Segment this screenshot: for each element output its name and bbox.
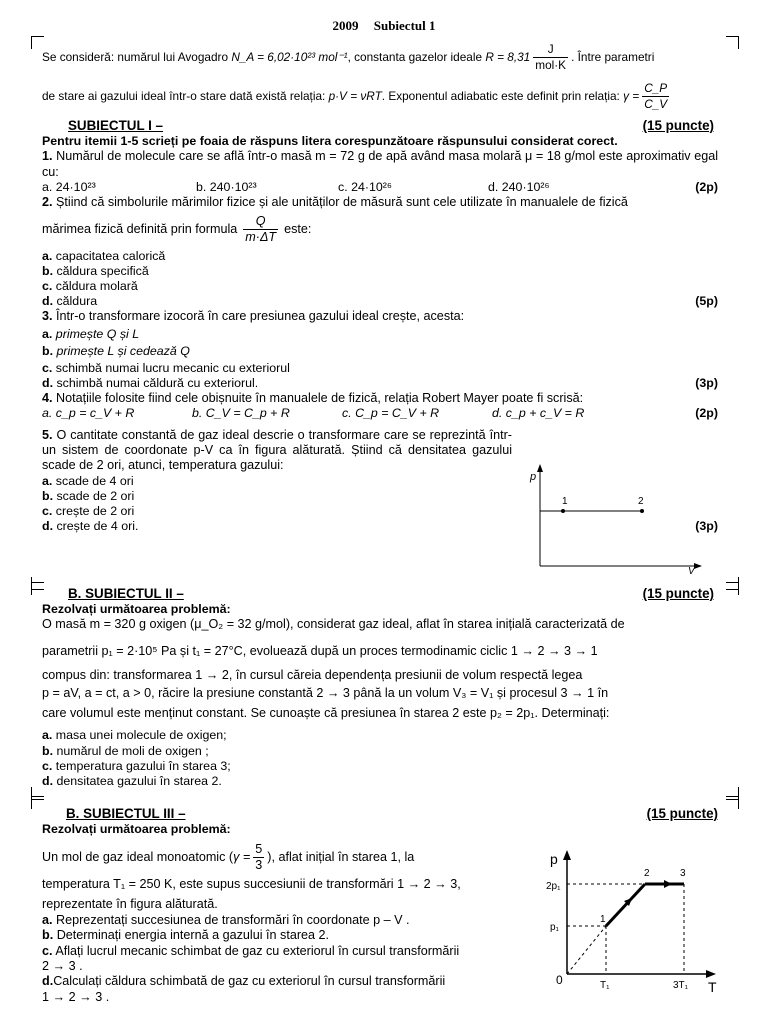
unit-fraction xyxy=(533,42,568,72)
task-text: Reprezentați succesiunea de transformări în coordonate p – V . xyxy=(56,912,410,927)
intro-text: Se consideră: numărul lui Avogadro xyxy=(42,49,229,64)
header-title: Subiectul 1 xyxy=(373,18,436,33)
answer-text: căldura molară xyxy=(55,278,138,293)
points: (2p) xyxy=(695,406,718,421)
question-text: Știind că simbolurile mărimilor fizice și ale unităților de măsură sunt cele utilizate în manualele de fizică xyxy=(56,195,628,210)
gas-constant: R = 8,31 xyxy=(485,49,531,64)
problem-text xyxy=(42,617,718,728)
section-points: (15 puncte) xyxy=(642,118,714,133)
fraction-numerator: C_P xyxy=(644,81,668,96)
state-point-1 xyxy=(561,509,565,513)
task-c: c. Aflați lucrul mecanic schimbat de gaz cu exteriorul în cursul transformării xyxy=(42,943,460,958)
fraction-denominator: mol·K xyxy=(535,57,567,72)
answer-c: c. căldura molară xyxy=(42,278,138,293)
task-b: b. Determinați energia internă a gazului în starea 2. xyxy=(42,928,330,943)
direction-arrow xyxy=(664,880,672,888)
intro-text: , constanta gazelor ideale xyxy=(347,49,483,64)
section-title: B. SUBIECTUL II – xyxy=(68,586,184,601)
points: (2p) xyxy=(695,180,718,195)
points: (3p) xyxy=(695,375,718,390)
intro xyxy=(42,38,728,116)
question-number: 1. xyxy=(42,149,53,164)
answers-row xyxy=(42,180,718,195)
section-title: SUBIECTUL I – xyxy=(68,118,163,133)
question-text: este: xyxy=(284,221,312,236)
question-number: 4. xyxy=(42,391,53,406)
task-a: a. Reprezentați succesiunea de transformări în coordonate p – V . xyxy=(42,912,410,927)
answer-b: b. căldura specifică xyxy=(42,263,149,278)
answer-b: b. primește L și cedează Q xyxy=(42,343,190,358)
state-label-1: 1 xyxy=(600,914,606,925)
points: (5p) xyxy=(695,294,718,309)
p1-tick-label: p₁ xyxy=(550,922,559,933)
answer-d: d. schimbă numai căldură cu exteriorul. (3p) xyxy=(42,375,718,390)
problem-line: p = aV, a = ct, a > 0, răcire la presiune constantă 2 → 3 până la un volum V₃ = V₁ și procesul 3 → 1 în xyxy=(42,686,609,701)
state-label-2: 2 xyxy=(638,496,644,507)
answer-text: scade de 2 ori xyxy=(56,488,135,503)
state-point-2 xyxy=(640,509,644,513)
y-axis-label: p xyxy=(550,851,558,867)
answer-text: schimbă numai lucru mecanic cu exteriorul xyxy=(55,360,290,375)
answer-c: c. crește de 2 ori xyxy=(42,503,135,518)
answer-a: a. primește Q și L xyxy=(42,326,140,341)
instructions: Rezolvați următoarea problemă: xyxy=(42,602,231,617)
answer-text: crește de 2 ori xyxy=(55,503,135,518)
2p1-tick-label: 2p₁ xyxy=(546,881,561,892)
task-text: densitatea gazului în starea 2. xyxy=(56,773,222,788)
task-text: Calculați căldura schimbată de gaz cu exteriorul în cursul transformării xyxy=(53,974,446,989)
answer-text: căldura specifică xyxy=(56,263,149,278)
answer-a: a. c_p = c_V + R xyxy=(42,406,135,421)
page-header xyxy=(0,18,768,34)
header-year: 2009 xyxy=(332,18,359,33)
formula-fraction xyxy=(243,214,278,246)
task-text: Determinați energia internă a gazului în starea 2. xyxy=(56,928,330,943)
section-points: (15 puncte) xyxy=(642,586,714,601)
task-a: a. masa unei molecule de oxigen; xyxy=(42,728,227,743)
fraction-denominator: C_V xyxy=(644,96,668,111)
x-axis-arrow xyxy=(706,970,716,978)
answer-d: d. căldura (5p) xyxy=(42,294,718,309)
t1-tick-label: T₁ xyxy=(600,980,610,991)
instructions: Rezolvați următoarea problemă: xyxy=(42,822,231,837)
section-1-heading xyxy=(42,118,718,134)
task-c: c. temperatura gazului în starea 3; xyxy=(42,758,231,773)
intro-text: . Între parametri xyxy=(571,49,655,64)
question-2 xyxy=(42,195,718,210)
task-text: numărul de moli de oxigen ; xyxy=(56,743,209,758)
answer-a: a. capacitatea calorică xyxy=(42,248,166,263)
problem-line: parametrii p₁ = 2·10⁵ Pa și t₁ = 27°C, evoluează după un proces termodinamic ciclic 1 → 2 → 3 → 1 xyxy=(42,644,598,659)
answer-text: crește de 4 ori. xyxy=(56,518,139,533)
y-axis-arrow xyxy=(537,464,543,472)
avogadro-constant: N_A = 6,02·10²³ mol⁻¹ xyxy=(231,49,348,64)
state-label-3: 3 xyxy=(680,868,686,879)
problem-line: care volumul este menținut constant. Se cunoaște că presiunea în starea 2 este p₂ = 2p₁. Determinați: xyxy=(42,706,610,721)
x-axis-label: T xyxy=(708,979,717,995)
answer-text: capacitatea calorică xyxy=(55,248,166,263)
fraction-numerator: 5 xyxy=(253,842,264,858)
x-axis-arrow xyxy=(694,563,702,569)
task-text: temperatura gazului în starea 3; xyxy=(55,758,231,773)
question-1 xyxy=(42,149,718,180)
question-5 xyxy=(42,428,512,474)
ideal-gas-relation: p·V = νRT xyxy=(328,88,382,103)
answer-c: c. schimbă numai lucru mecanic cu exteriorul xyxy=(42,360,290,375)
answer-text: primește Q și L xyxy=(55,326,140,341)
frame-corner xyxy=(726,796,739,809)
problem-line: temperatura T₁ = 250 K, este supus succesiunii de transformări 1 → 2 → 3, xyxy=(42,877,461,892)
task-c-cont: 2 → 3 . xyxy=(42,958,83,973)
intro-text: . Exponentul adiabatic este definit prin relația: xyxy=(381,88,620,103)
gamma-symbol: γ = xyxy=(623,88,640,103)
problem-line: O masă m = 320 g oxigen (μ_O₂ = 32 g/mol), considerat gaz ideal, aflat în starea inițială caracterizată de xyxy=(42,617,625,632)
question-4 xyxy=(42,391,718,406)
question-text: Numărul de molecule care se află într-o masă m = 72 g de apă având masa molară μ = 18 g/mol este aproximativ egal cu: xyxy=(42,149,719,179)
state-label-1: 1 xyxy=(562,496,568,507)
frame-corner xyxy=(726,582,739,595)
fraction-numerator: Q xyxy=(243,214,278,230)
question-number: 5. xyxy=(42,427,53,442)
question-2-formula xyxy=(42,211,718,249)
task-d-cont: 1 → 2 → 3 . xyxy=(42,989,110,1004)
fraction-denominator: 3 xyxy=(255,857,263,872)
instructions: Pentru itemii 1-5 scrieți pe foaia de răspuns litera corespunzătoare răspunsului considerat corect. xyxy=(42,134,618,149)
problem-line: compus din: transformarea 1 → 2, în cursul căreia dependența presiunii de volum respectă legea xyxy=(42,668,583,683)
dashed-guide xyxy=(567,926,606,974)
answer-c: c. C_p = C_V + R xyxy=(342,406,440,421)
answer-b: b. 240·10²³ xyxy=(196,180,257,195)
x-axis-label: V xyxy=(688,566,695,574)
answer-d: d. crește de 4 ori. (3p) xyxy=(42,518,718,533)
y-axis-arrow xyxy=(563,850,571,860)
origin-label: 0 xyxy=(556,973,563,987)
gamma-symbol: γ = xyxy=(233,849,251,864)
y-axis-label: p xyxy=(530,471,537,483)
points: (3p) xyxy=(695,518,718,533)
problem-text-part: Un mol de gaz ideal monoatomic ( xyxy=(42,849,234,864)
pt-diagram xyxy=(540,846,730,996)
fraction-denominator: m·ΔT xyxy=(245,230,277,245)
question-text: Într-o transformare izocoră în care presiunea gazului ideal crește, acesta: xyxy=(56,309,465,324)
question-3 xyxy=(42,309,718,324)
problem-line: reprezentate în figura alăturată. xyxy=(42,897,218,912)
task-text: Aflați lucrul mecanic schimbat de gaz cu exteriorul în cursul transformării xyxy=(55,943,460,958)
question-text: Notațiile folosite fiind cele obișnuite în manualele de fizică, relația Robert Mayer poate fi scrisă: xyxy=(56,391,584,406)
answer-a: a. scade de 4 ori xyxy=(42,473,134,488)
answer-b: b. scade de 2 ori xyxy=(42,488,135,503)
problem-text xyxy=(42,837,542,1005)
section-3-heading xyxy=(42,806,718,822)
question-number: 2. xyxy=(42,195,53,210)
section-2 xyxy=(42,586,718,789)
pv-diagram xyxy=(520,462,710,574)
task-text: masa unei molecule de oxigen; xyxy=(55,728,227,743)
answer-a: a. 24·10²³ xyxy=(42,180,96,195)
intro-text: de stare ai gazului ideal într-o stare dată există relația: xyxy=(42,88,326,103)
state-label-2: 2 xyxy=(644,868,650,879)
answer-text: schimbă numai căldură cu exteriorul. xyxy=(56,375,259,390)
answer-text: scade de 4 ori xyxy=(55,473,134,488)
fraction-numerator: J xyxy=(533,42,568,57)
section-2-heading xyxy=(42,586,718,602)
gamma-fraction xyxy=(642,81,669,111)
process-1-2 xyxy=(606,884,645,926)
problem-line xyxy=(42,837,542,877)
question-number: 3. xyxy=(42,309,53,324)
question-text: O cantitate constantă de gaz ideal descrie o transformare care se reprezintă într-un sistem de coordonate p-V ca în figura alăturată. Știind că densitatea gazului scade de 2 ori, atunci, temperatura gazului: xyxy=(42,427,512,473)
answer-d: d. 240·10²⁶ xyxy=(488,180,550,195)
question-text: mărimea fizică definită prin formula xyxy=(42,221,238,236)
task-d: d.Calculați căldura schimbată de gaz cu exteriorul în cursul transformării xyxy=(42,974,446,989)
problem-text-part: ), aflat inițial în starea 1, la xyxy=(267,849,415,864)
task-b: b. numărul de moli de oxigen ; xyxy=(42,743,209,758)
answer-text: căldura xyxy=(56,294,98,309)
answer-c: c. 24·10²⁶ xyxy=(338,180,392,195)
answer-b: b. C_V = C_p + R xyxy=(192,406,290,421)
section-points: (15 puncte) xyxy=(646,806,718,821)
gamma-fraction xyxy=(253,842,264,874)
section-title: B. SUBIECTUL III – xyxy=(66,806,186,821)
answer-text: primește L și cedează Q xyxy=(56,343,190,358)
task-d: d. densitatea gazului în starea 2. xyxy=(42,773,222,788)
answers-row xyxy=(42,406,718,421)
answer-d: d. c_p + c_V = R xyxy=(492,406,585,421)
3t1-tick-label: 3T₁ xyxy=(673,980,689,991)
